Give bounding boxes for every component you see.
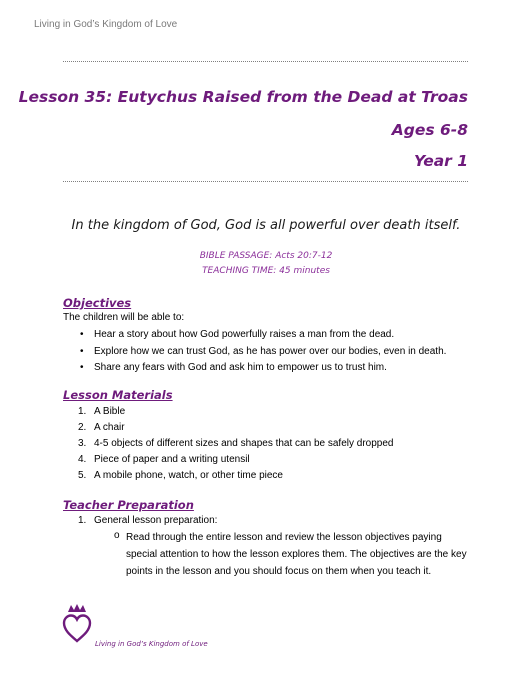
running-header: Living in God’s Kingdom of Love <box>34 19 178 30</box>
material-item: 4-5 objects of different sizes and shapes that can be safely dropped <box>94 438 394 449</box>
bullet-marker: • <box>80 346 84 357</box>
preparation-subitem: Read through the entire lesson and review the lesson objectives paying special attention to how the lesson explores them. The objectives are the key points in the lesson and you should focus on them when you teach it. <box>126 532 467 577</box>
objective-item: Share any fears with God and ask him to empower us to trust him. <box>94 362 387 373</box>
list-number: 1. <box>78 515 87 526</box>
material-item: Piece of paper and a writing utensil <box>94 454 250 465</box>
objective-item: Hear a story about how God powerfully raises a man from the dead. <box>94 329 395 340</box>
bible-passage: BIBLE PASSAGE: Acts 20:7-12 <box>199 251 333 261</box>
bullet-marker: • <box>80 362 84 373</box>
list-number: 5. <box>78 470 87 481</box>
footer-title: Living in God’s Kingdom of Love <box>95 640 208 648</box>
objectives-intro: The children will be able to: <box>63 312 185 323</box>
material-item: A mobile phone, watch, or other time piece <box>94 470 283 481</box>
preparation-item: General lesson preparation: <box>94 515 218 526</box>
preparation-heading: Teacher Preparation <box>63 498 194 512</box>
teaching-time: TEACHING TIME: 45 minutes <box>202 266 330 276</box>
objectives-heading: Objectives <box>63 296 132 310</box>
list-number: 1. <box>78 406 87 417</box>
material-item: A Bible <box>94 406 126 417</box>
crown-heart-icon <box>60 603 94 645</box>
theme-statement: In the kingdom of God, God is all powerful over death itself. <box>71 218 461 233</box>
bullet-marker: • <box>80 329 84 340</box>
year-label: Year 1 <box>413 152 468 170</box>
list-number: 4. <box>78 454 87 465</box>
age-range: Ages 6-8 <box>391 121 468 139</box>
list-number: 2. <box>78 422 87 433</box>
divider-top <box>63 61 468 62</box>
material-item: A chair <box>94 422 125 433</box>
divider-bottom <box>63 181 468 182</box>
objective-item: Explore how we can trust God, as he has power over our bodies, even in death. <box>94 346 447 357</box>
lesson-title: Lesson 35: Eutychus Raised from the Dead at Troas <box>18 88 468 106</box>
sub-bullet-marker: o <box>114 530 120 541</box>
materials-heading: Lesson Materials <box>63 388 173 402</box>
list-number: 3. <box>78 438 87 449</box>
